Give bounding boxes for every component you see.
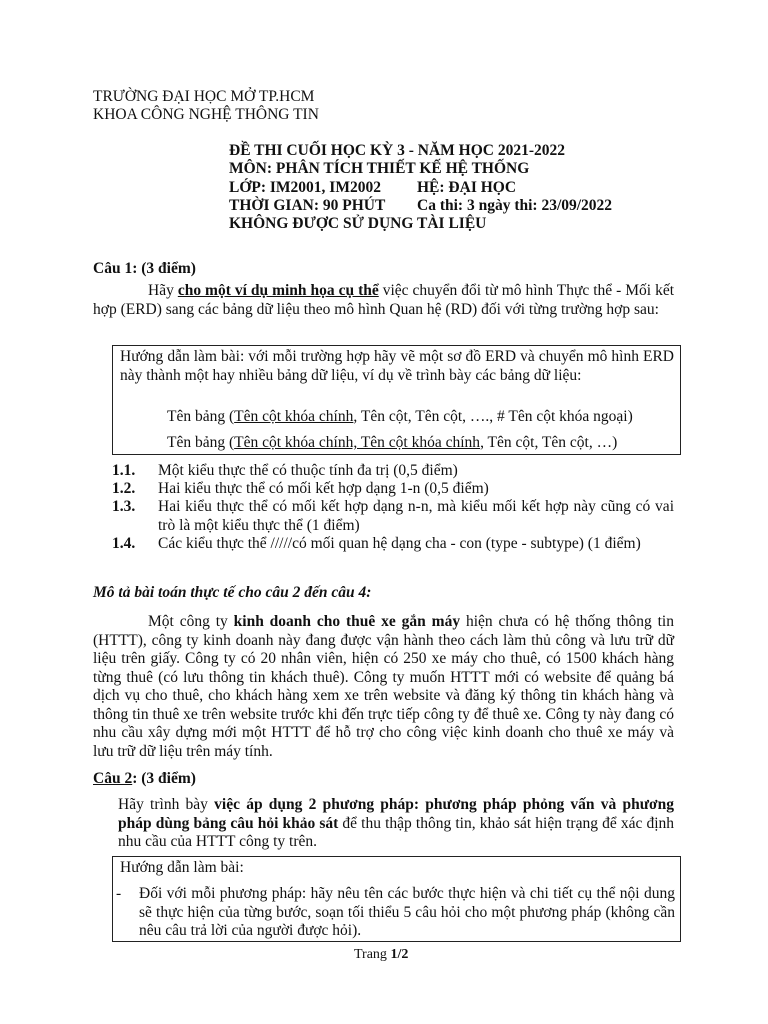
university-name: TRƯỜNG ĐẠI HỌC MỞ TP.HCM	[93, 88, 315, 105]
faculty-name: KHOA CÔNG NGHỆ THÔNG TIN	[93, 106, 319, 123]
exam-note: KHÔNG ĐƯỢC SỬ DỤNG TÀI LIỆU	[229, 215, 487, 232]
q1-item-text: Một kiểu thực thể có thuộc tính đa trị (0,5 điểm)	[158, 462, 458, 479]
q2-guide-title: Hướng dẫn làm bài:	[120, 859, 244, 876]
exam-system: HỆ: ĐẠI HỌC	[417, 179, 517, 196]
q1-example-1: Tên bảng (Tên cột khóa chính, Tên cột, Tên cột, …., # Tên cột khóa ngoại)	[167, 408, 633, 425]
q1-item-text: Hai kiểu thực thể có mối kết hợp dạng 1-n (0,5 điểm)	[158, 480, 489, 497]
exam-subject: MÔN: PHÂN TÍCH THIẾT KẾ HỆ THỐNG	[229, 160, 530, 177]
q1-item-text: Hai kiểu thực thể có mối kết hợp dạng n-n, mà kiểu mối kết hợp này cũng có vai trò là một kiểu thực thể (1 điểm)	[158, 498, 674, 534]
q1-example-2: Tên bảng (Tên cột khóa chính, Tên cột khóa chính, Tên cột, Tên cột, …)	[167, 434, 618, 451]
q1-item-text: Các kiểu thực thể /////có mối quan hệ dạng cha - con (type - subtype) (1 điểm)	[158, 535, 641, 552]
q1-guide-box	[112, 345, 681, 455]
exam-class: LỚP: IM2001, IM2002	[229, 179, 381, 196]
q1-guide-text: Hướng dẫn làm bài: với mỗi trường hợp hãy vẽ một sơ đồ ERD và chuyển mô hình ERD này thành một hay nhiều bảng dữ liệu, ví dụ về trình bày các bảng dữ liệu:	[120, 348, 674, 384]
page-number: Trang 1/2	[354, 947, 409, 962]
q1-item-number: 1.4.	[112, 535, 136, 552]
exam-session: Ca thi: 3 ngày thi: 23/09/2022	[417, 197, 613, 214]
q1-item-number: 1.3.	[112, 498, 136, 515]
q1-intro-pre: Hãy	[148, 282, 178, 299]
q1-intro-post: việc chuyển đổi từ mô hình Thực thể - Mối kết hợp (ERD) sang các bảng dữ liệu theo mô hình Quan hệ (RD) đối với từng trường hợp sau:	[93, 282, 675, 318]
q1-intro-bold: cho một ví dụ minh họa cụ thể	[177, 282, 379, 299]
q2-heading: Câu 2: (3 điểm)	[93, 770, 196, 787]
q1-item-number: 1.2.	[112, 480, 136, 497]
exam-title: ĐỀ THI CUỐI HỌC KỲ 3 - NĂM HỌC 2021-2022	[229, 142, 565, 159]
q2-guide-dash: -	[116, 885, 122, 902]
q1-item-number: 1.1.	[112, 462, 136, 479]
q2-paragraph: Hãy trình bày việc áp dụng 2 phương pháp: phương pháp phỏng vấn và phương pháp dùng bảng câu hỏi khảo sát để thu thập thông tin, khảo sát hiện trạng để xác định nhu cầu của HTTT công ty trên.	[118, 796, 675, 850]
q2-guide-item: Đối với mỗi phương pháp: hãy nêu tên các bước thực hiện và chi tiết cụ thể nội dung sẽ thực hiện của từng bước, soạn tối thiểu 5 câu hỏi cho một phương pháp (không cần nêu câu trả lời của người được hỏi).	[139, 885, 675, 939]
q2-guide-box	[112, 856, 681, 942]
q1-heading: Câu 1: (3 điểm)	[93, 260, 196, 277]
exam-time: THỜI GIAN: 90 PHÚT	[229, 197, 386, 214]
scenario-heading: Mô tả bài toán thực tế cho câu 2 đến câu 4:	[93, 584, 372, 601]
scenario-paragraph: Một công ty kinh doanh cho thuê xe gắn máy hiện chưa có hệ thống thông tin (HTTT), công ty kinh doanh này đang được vận hành theo cách làm thủ công và lưu trữ dữ liệu trên giấy. Công ty có 20 nhân viên, hiện có 250 xe máy cho thuê, có 1500 khách hàng từng thuê (có lưu thông tin khách thuê). Công ty muốn HTTT mới có website để quảng bá dịch vụ cho thuê, cho khách hàng xem xe trên website và đăng ký thông tin khách hàng và thông tin thuê xe trên website trước khi đến trực tiếp công ty để thuê xe. Công ty này đang có nhu cầu xây dựng mới một HTTT để hỗ trợ cho công việc kinh doanh cho thuê xe máy và lưu trữ dữ liệu trên máy tính.	[93, 613, 674, 760]
q1-intro	[93, 282, 674, 319]
